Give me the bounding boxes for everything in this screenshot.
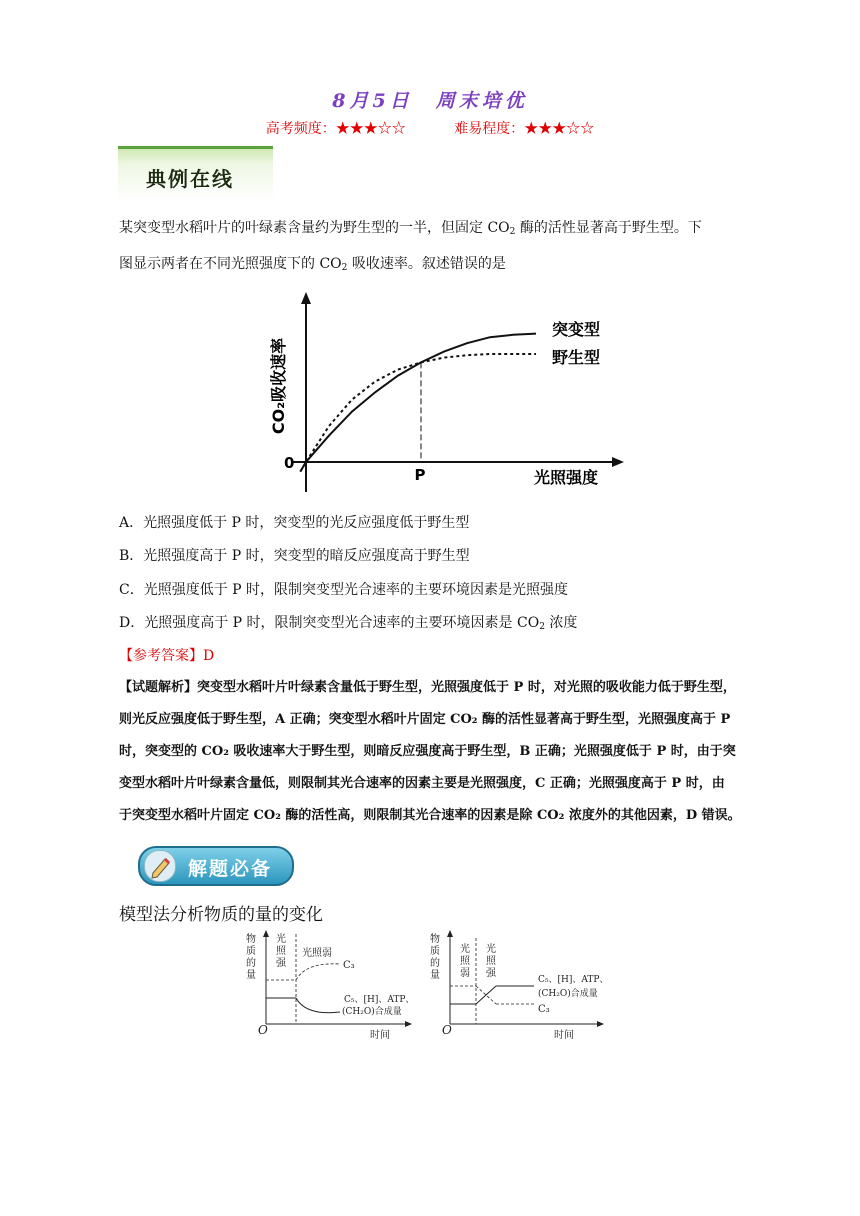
page-title: 8月5日 周末培优 bbox=[332, 90, 528, 112]
rating-line bbox=[0, 118, 860, 138]
series-mutant-label: 突变型 bbox=[552, 320, 601, 339]
x-marker-label: P bbox=[414, 466, 426, 484]
q2-sub: 2 bbox=[341, 263, 348, 273]
analysis-text bbox=[119, 672, 744, 832]
pencil-icon bbox=[144, 850, 176, 882]
diag-left-lower-label-1: C₅、[H]、ATP、 bbox=[344, 995, 415, 1005]
x-axis-arrow bbox=[612, 457, 624, 467]
option-d bbox=[119, 612, 577, 632]
diag-left-lower-label-2: (CH₂O)合成量 bbox=[342, 1007, 402, 1017]
diag-left-ylabel-1: 物 bbox=[246, 934, 256, 945]
q1-sub: 2 bbox=[509, 227, 516, 237]
q2a: 图显示两者在不同光照强度下的 CO bbox=[119, 256, 342, 272]
diag-right-origin: O bbox=[442, 1023, 452, 1037]
diag-left-ylabel-4: 量 bbox=[246, 970, 256, 981]
diag-right-phase1-1: 光 bbox=[460, 944, 470, 955]
diag-right-phase2-3: 强 bbox=[486, 968, 496, 979]
diag-left-origin: O bbox=[258, 1023, 268, 1037]
option-d-sub: 2 bbox=[539, 622, 545, 632]
co2-chart bbox=[262, 290, 632, 500]
diag-left-phase1-2: 照 bbox=[276, 946, 286, 957]
diag-left-phase2: 光照弱 bbox=[302, 948, 332, 959]
example-banner bbox=[118, 146, 273, 201]
option-d-b: 浓度 bbox=[544, 615, 578, 631]
y-axis-arrow bbox=[301, 292, 311, 304]
diag-left-ylabel-2: 质 bbox=[246, 946, 256, 957]
analysis-line-3: 时，突变型的 CO₂ 吸收速率大于野生型，则暗反应强度高于野生型，B 正确；光照强度低于 P 时，由于突 bbox=[119, 744, 736, 759]
model-title: 模型法分析物质的量的变化 bbox=[119, 905, 323, 925]
origin-label: 0 bbox=[284, 454, 295, 472]
q2b: 吸收速率。叙述错误的是 bbox=[347, 256, 506, 272]
diag-right-ylabel-4: 量 bbox=[430, 970, 440, 981]
q1b: 酶的活性显著高于野生型。下 bbox=[515, 220, 702, 236]
x-axis-label: 光照强度 bbox=[534, 468, 599, 487]
diag-right-lower-label: C₃ bbox=[538, 1004, 550, 1015]
question-line-2 bbox=[119, 248, 749, 284]
diag-left-xlabel: 时间 bbox=[370, 1030, 390, 1041]
question-line-1 bbox=[119, 212, 749, 248]
option-c: C．光照强度低于 P 时，限制突变型光合速率的主要环境因素是光照强度 bbox=[119, 582, 569, 598]
diag-right-phase1-3: 弱 bbox=[460, 968, 470, 979]
tips-banner-label: 解题必备 bbox=[188, 858, 273, 880]
diag-right-phase1-2: 照 bbox=[460, 956, 470, 967]
frequency-rating: 高考频度：★★★☆☆ bbox=[265, 121, 406, 137]
diag-right-ylabel-3: 的 bbox=[430, 958, 440, 969]
analysis-line-5: 于突变型水稻叶片固定 CO₂ 酶的活性高，则限制其光合速率的因素是除 CO₂ 浓度外的其他因素，D 错误。 bbox=[119, 808, 741, 823]
tips-banner bbox=[138, 846, 294, 886]
diagram-light-strong bbox=[424, 928, 620, 1046]
example-banner-label: 典例在线 bbox=[146, 167, 234, 191]
analysis-line-2: 则光反应强度低于野生型，A 正确；突变型水稻叶片固定 CO₂ 酶的活性显著高于野生型，光照强度高于 P bbox=[119, 712, 731, 727]
option-a: A．光照强度低于 P 时，突变型的光反应强度低于野生型 bbox=[119, 515, 470, 531]
diag-left-phase1-1: 光 bbox=[276, 934, 286, 945]
option-b: B．光照强度高于 P 时，突变型的暗反应强度高于野生型 bbox=[119, 548, 470, 564]
analysis-line-1: 【试题解析】突变型水稻叶片叶绿素含量低于野生型，光照强度低于 P 时，对光照的吸收能力低于野生型， bbox=[119, 680, 736, 695]
analysis-line-4: 变型水稻叶片叶绿素含量低，则限制其光合速率的因素主要是光照强度，C 正确；光照强度高于 P 时，由 bbox=[119, 776, 725, 791]
diag-left-upper-label: C₃ bbox=[343, 960, 355, 971]
diag-right-phase2-1: 光 bbox=[486, 944, 496, 955]
option-d-a: D．光照强度高于 P 时，限制突变型光合速率的主要环境因素是 CO bbox=[119, 615, 540, 631]
diag-left-ylabel-3: 的 bbox=[246, 958, 256, 969]
diag-right-ylabel-1: 物 bbox=[430, 934, 440, 945]
q1a: 某突变型水稻叶片的叶绿素含量约为野生型的一半，但固定 CO bbox=[119, 220, 510, 236]
question-text bbox=[119, 212, 749, 284]
y-axis-label: CO₂吸收速率 bbox=[269, 337, 288, 435]
series-wild-line bbox=[300, 354, 536, 472]
diag-right-upper-label-2: (CH₂O)合成量 bbox=[538, 989, 598, 999]
diag-right-xlabel: 时间 bbox=[554, 1030, 574, 1041]
difficulty-rating: 难易程度：★★★☆☆ bbox=[454, 121, 595, 137]
diag-right-upper-label-1: C₅、[H]、ATP、 bbox=[538, 975, 609, 985]
diagram-light-weak bbox=[240, 928, 420, 1046]
diag-left-phase1-3: 强 bbox=[276, 958, 286, 969]
reference-answer: 【参考答案】D bbox=[119, 648, 215, 664]
series-wild-label: 野生型 bbox=[552, 348, 601, 367]
diag-right-phase2-2: 照 bbox=[486, 956, 496, 967]
diag-right-ylabel-2: 质 bbox=[430, 946, 440, 957]
